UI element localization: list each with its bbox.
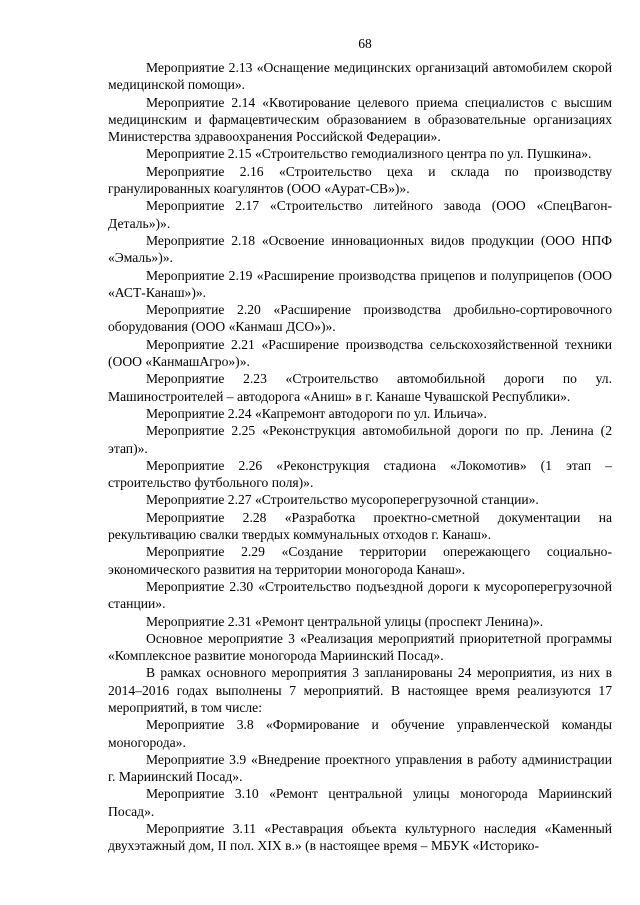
paragraph: Мероприятие 3.8 «Формирование и обучение управленческой команды моногорода». [108,717,612,750]
paragraph: В рамках основного мероприятия 3 запланированы 24 мероприятия, из них в 2014–2016 годах выполнены 7 мероприятий. В настоящее время реализуются 17 мероприятий, в том числе: [108,665,612,715]
paragraph: Мероприятие 2.14 «Квотирование целевого приема специалистов с высшим медицинским и фармацевтическим образованием в образовательные организациях Министерства здравоохранения Российской Федерации». [108,94,612,145]
paragraph: Мероприятие 2.26 «Реконструкция стадиона «Локомотив» (1 этап – строительство футбольного поля)». [108,457,612,491]
paragraph: Мероприятие 2.18 «Освоение инновационных видов продукции (ООО НПФ «Эмаль»)». [108,232,612,266]
paragraph: Мероприятие 2.17 «Строительство литейного завода (ООО «СпецВагон-Деталь»)». [108,198,612,231]
paragraph: Мероприятие 2.29 «Создание территории опережающего социально-экономического развития на территории моногорода Канаш». [108,544,612,577]
paragraph: Основное мероприятие 3 «Реализация мероприятий приоритетной программы «Комплексное развитие моногорода Мариинский Посад». [108,630,612,664]
paragraph: Мероприятие 3.11 «Реставрация объекта культурного наследия «Каменный двухэтажный дом, II пол. XIX в.» (в настоящее время – МБУК «Историко- [108,821,612,854]
paragraph: Мероприятие 2.16 «Строительство цеха и склада по производству гранулированных коагулянтов (ООО «Аурат-СВ»)». [108,163,612,197]
document-body [108,59,612,855]
paragraph: Мероприятие 2.30 «Строительство подъездной дороги к мусороперегрузочной станции». [108,578,612,612]
paragraph: Мероприятие 2.13 «Оснащение медицинских организаций автомобилем скорой медицинской помощи». [108,60,612,93]
paragraph: Мероприятие 2.23 «Строительство автомобильной дороги по ул. Машиностроителей – автодорога «Аниш» в г. Канаше Чувашской Республики». [108,371,612,404]
paragraph: Мероприятие 2.15 «Строительство гемодиализного центра по ул. Пушкина». [146,146,592,162]
paragraph: Мероприятие 2.25 «Реконструкция автомобильной дороги по пр. Ленина (2 этап)». [108,423,612,456]
paragraph: Мероприятие 2.19 «Расширение производства прицепов и полуприцепов (ООО «АСТ-Канаш»)». [108,267,612,300]
paragraph: Мероприятие 3.9 «Внедрение проектного управления в работу администрации г. Мариинский Посад». [108,751,612,785]
paragraph: Мероприятие 2.21 «Расширение производства сельскохозяйственной техники (ООО «КанмашАгро»)». [108,336,612,370]
paragraph: Мероприятие 2.27 «Строительство мусороперегрузочной станции». [146,492,539,508]
paragraph: Мероприятие 2.24 «Капремонт автодороги по ул. Ильича». [146,405,487,421]
paragraph: Мероприятие 3.10 «Ремонт центральной улицы моногорода Мариинский Посад». [108,786,612,819]
paragraph: Мероприятие 2.28 «Разработка проектно-сметной документации на рекультивацию свалки твердых коммунальных отходов г. Канаш». [108,509,612,543]
paragraph: Мероприятие 2.31 «Ремонт центральной улицы (проспект Ленина)». [146,613,544,629]
page-number: 68 [358,36,372,51]
paragraph: Мероприятие 2.20 «Расширение производства дробильно-сортировочного оборудования (ООО «Канмаш ДСО»)». [108,302,612,335]
